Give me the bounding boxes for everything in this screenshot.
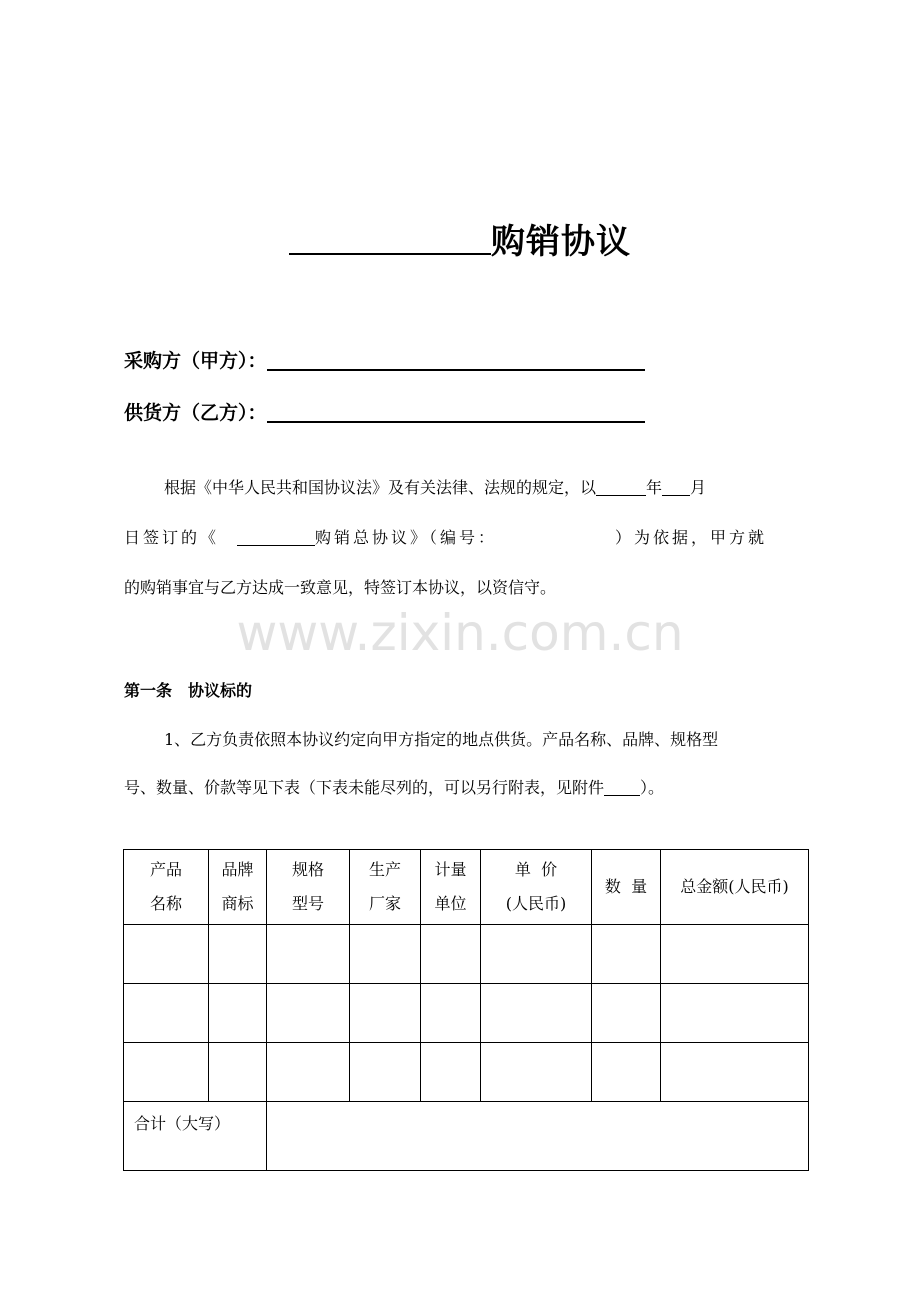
article-1-line-1: 1、乙方负责依照本协议约定向甲方指定的地点供货。产品名称、品牌、规格型: [164, 730, 719, 749]
product-table: [123, 849, 809, 1171]
buyer-row: [124, 346, 645, 373]
table-row: [124, 984, 809, 1043]
table-row: [124, 1043, 809, 1102]
intro-line-1: 根据《中华人民共和国协议法》及有关法律、法规的规定，以 年 月: [164, 478, 707, 497]
seller-row: [124, 398, 645, 425]
header-spec: 规格 型号: [267, 850, 350, 925]
buyer-blank[interactable]: [267, 349, 645, 371]
document-title: 购销协议: [0, 214, 920, 263]
table-total-row: [124, 1102, 809, 1171]
attachment-blank[interactable]: [604, 779, 640, 796]
seller-blank[interactable]: [267, 401, 645, 423]
buyer-label: 采购方（甲方）：: [124, 350, 267, 372]
table-header-row: [124, 850, 809, 925]
month-blank[interactable]: [662, 479, 690, 496]
article-1-line-2: 号、数量、价款等见下表（下表未能尽列的，可以另行附表，见附件 ）。: [124, 778, 665, 797]
header-brand: 品牌 商标: [209, 850, 267, 925]
intro-line-2: 日签订的《 购销总协议》（编号： ）为依据，甲方就: [124, 528, 768, 547]
header-unit-price: 单 价 (人民币): [481, 850, 592, 925]
year-blank[interactable]: [596, 479, 646, 496]
total-value-cell[interactable]: [267, 1102, 809, 1171]
header-quantity: 数 量: [592, 850, 661, 925]
title-blank[interactable]: [289, 223, 491, 255]
seller-label: 供货方（乙方）：: [124, 402, 267, 424]
header-product-name: 产品 名称: [124, 850, 209, 925]
header-manufacturer: 生产 厂家: [350, 850, 421, 925]
table-row: [124, 925, 809, 984]
watermark: www.zixin.com.cn: [236, 604, 684, 662]
header-total-amount: 总金额(人民币): [661, 850, 809, 925]
total-label: 合计（大写）: [124, 1102, 267, 1171]
header-unit: 计量 单位: [421, 850, 481, 925]
intro-line-3: 的购销事宜与乙方达成一致意见，特签订本协议，以资信守。: [124, 578, 557, 597]
article-1-heading: 第一条 协议标的: [124, 681, 253, 700]
master-agreement-blank[interactable]: [237, 529, 315, 546]
